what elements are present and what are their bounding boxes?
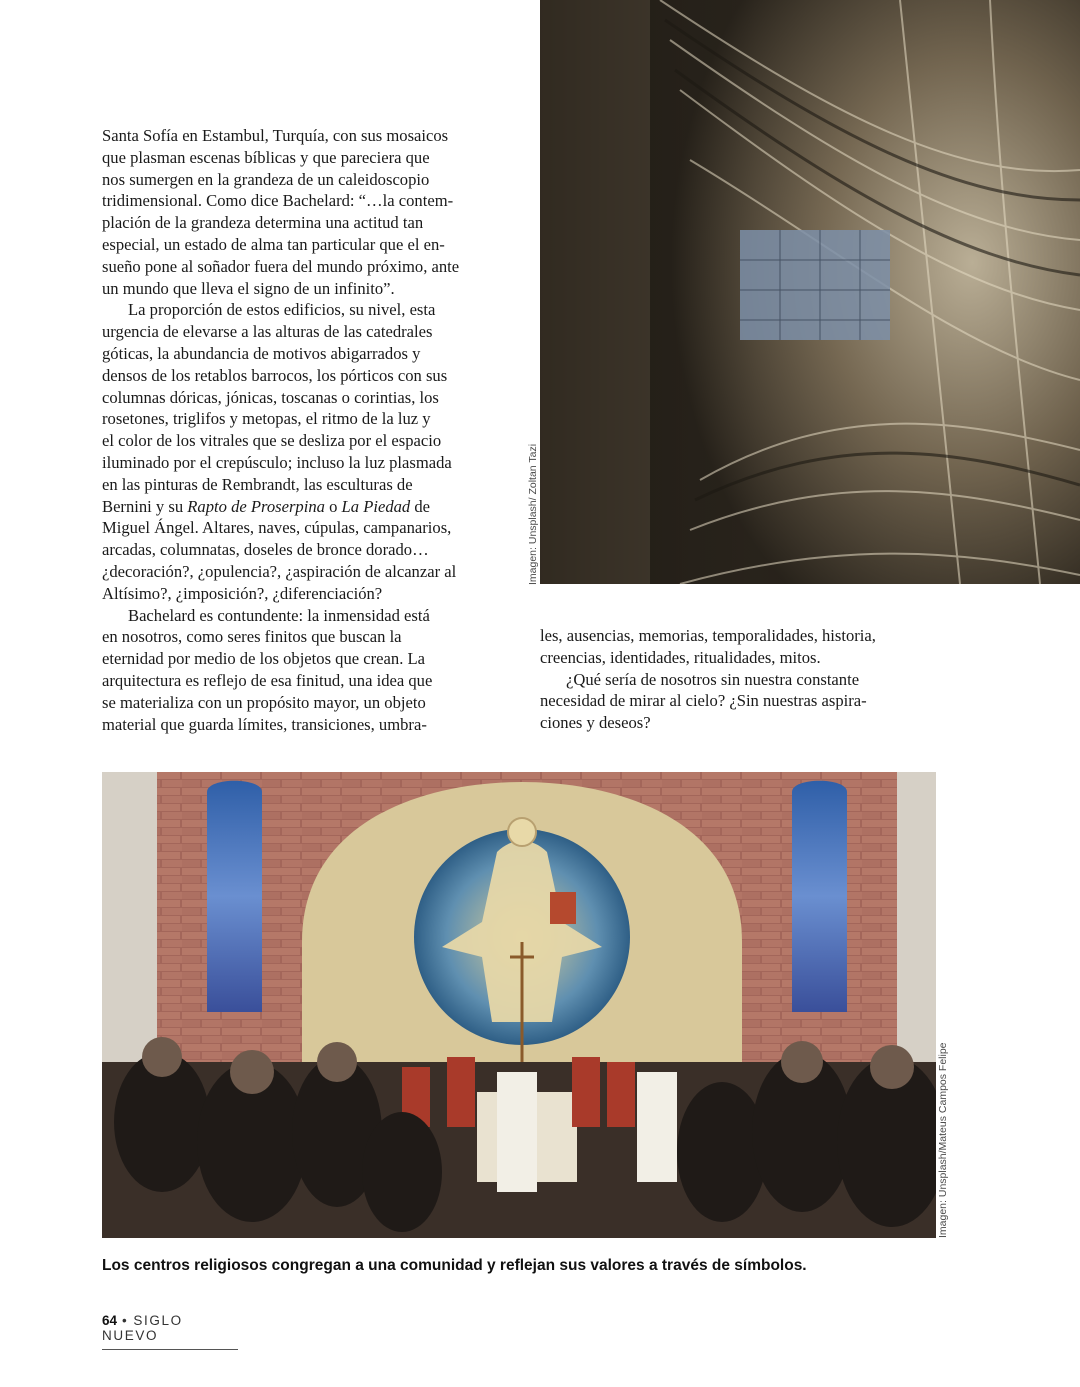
text-fragment: Bernini y su — [102, 496, 188, 516]
footer-separator: • — [122, 1313, 129, 1328]
text-line: nos sumergen en la grandeza de un caleidoscopio — [102, 169, 430, 189]
text-fragment: de — [410, 496, 431, 516]
text-fragment: o — [324, 496, 342, 516]
paragraph-start-line: La proporción de estos edificios, su nivel, esta — [128, 300, 436, 320]
paragraph-start-line: ¿Qué sería de nosotros sin nuestra constante — [566, 669, 860, 689]
text-line: ¿decoración?, ¿opulencia?, ¿aspiración de alcanzar al — [102, 561, 457, 581]
page-footer — [102, 1313, 238, 1350]
text-line-with-italics — [102, 496, 502, 518]
text-line: eternidad por medio de los objetos que crean. La — [102, 649, 426, 669]
text-line: columnas dóricas, jónicas, toscanas o corintias, los — [102, 387, 439, 407]
text-line: rosetones, triglifos y metopas, el ritmo de la luz y — [102, 409, 431, 429]
text-line: tridimensional. Como dice Bachelard: “…la contem- — [102, 191, 454, 211]
text-line: que plasman escenas bíblicas y que pareciera que — [102, 147, 430, 167]
italic-title-piedad: La Piedad — [341, 496, 411, 516]
text-line: sueño pone al soñador fuera del mundo próximo, ante — [102, 256, 460, 276]
text-line: urgencia de elevarse a las alturas de las catedrales — [102, 322, 433, 342]
text-line: en las pinturas de Rembrandt, las esculturas de — [102, 474, 413, 494]
text-line: iluminado por el crepúsculo; incluso la luz plasmada — [102, 452, 452, 472]
italic-title-rapto: Rapto de Proserpina — [187, 496, 325, 516]
text-line: necesidad de mirar al cielo? ¿Sin nuestras aspira- — [540, 691, 867, 711]
article-left-column — [102, 125, 502, 735]
photo-caption: Los centros religiosos congregan a una comunidad y reflejan sus valores a través de símbolos. — [102, 1257, 807, 1274]
text-line: en nosotros, como seres finitos que buscan la — [102, 627, 402, 647]
church-mass-image — [102, 772, 936, 1238]
photo-credit-top: Imagen: Unsplash/ Zoltan Tazi — [527, 443, 539, 585]
article-right-column — [540, 625, 940, 734]
church-mass-photo — [102, 772, 936, 1238]
stained-glass-window-shape — [740, 230, 890, 340]
text-line: góticas, la abundancia de motivos abigarrados y — [102, 343, 421, 363]
text-line: arquitectura es reflejo de esa finitud, una idea que — [102, 670, 433, 690]
text-line: arcadas, columnatas, doseles de bronce dorado… — [102, 540, 429, 560]
text-line: material que guarda límites, transiciones, umbra- — [102, 714, 427, 734]
cathedral-vault-image — [540, 0, 1080, 584]
text-line: especial, un estado de alma tan particular que el en- — [102, 234, 445, 254]
page-number: 64 — [102, 1313, 118, 1328]
text-line: densos de los retablos barrocos, los pórticos con sus — [102, 365, 448, 385]
text-line: el color de los vitrales que se desliza por el espacio — [102, 431, 442, 451]
text-line: ciones y deseos? — [540, 713, 651, 733]
text-line: creencias, identidades, ritualidades, mitos. — [540, 647, 821, 667]
text-line: Miguel Ángel. Altares, naves, cúpulas, campanarios, — [102, 518, 452, 538]
text-line: plación de la grandeza determina una actitud tan — [102, 213, 424, 233]
cathedral-vault-photo — [540, 0, 1080, 584]
paragraph-start-line: Bachelard es contundente: la inmensidad está — [128, 605, 430, 625]
text-line: se materializa con un propósito mayor, un objeto — [102, 692, 426, 712]
text-line: Santa Sofía en Estambul, Turquía, con sus mosaicos — [102, 126, 449, 145]
text-line: un mundo que lleva el signo de un infinito”. — [102, 278, 395, 298]
text-line: Altísimo?, ¿imposición?, ¿diferenciación? — [102, 583, 383, 603]
photo-credit-bottom: Imagen: Unsplash/Mateus Campos Felipe — [937, 1042, 949, 1238]
magazine-name: SIGLO NUEVO — [102, 1313, 183, 1343]
text-line: les, ausencias, memorias, temporalidades, historia, — [540, 626, 876, 645]
